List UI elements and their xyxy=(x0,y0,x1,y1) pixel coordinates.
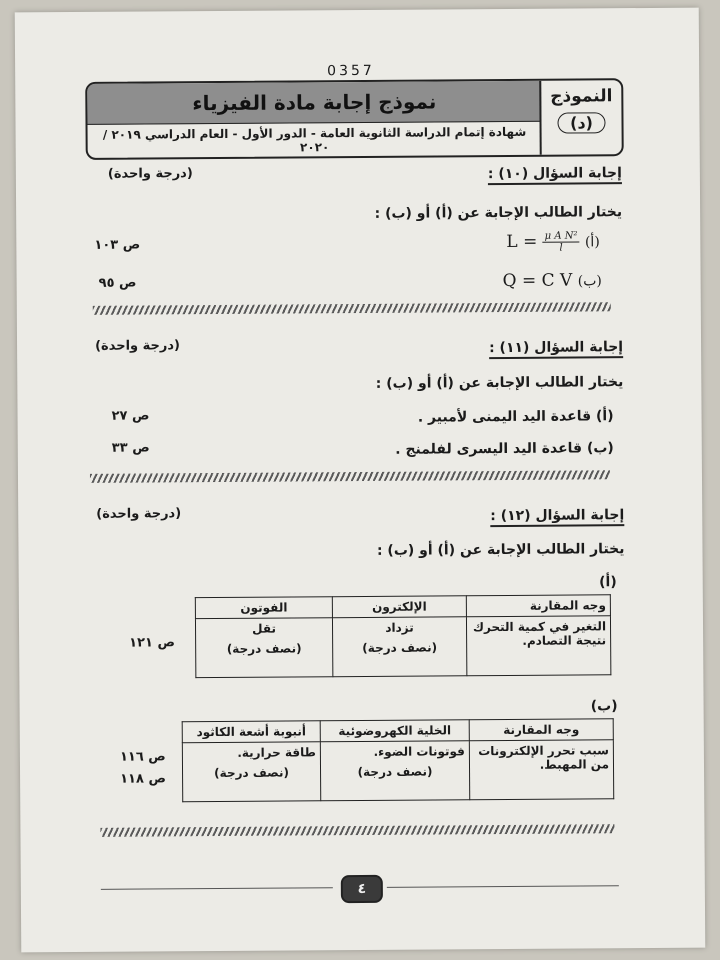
comparison-table-b xyxy=(182,718,615,802)
q11-title: إجابة السؤال (١١) : xyxy=(489,339,623,359)
exam-subtitle: شهادة إتمام الدراسة الثانوية العامة - الدور الأول - العام الدراسي ٢٠١٩ / ٢٠٢٠ xyxy=(102,124,527,155)
page-title: نموذج إجابة مادة الفيزياء xyxy=(87,81,541,125)
q11-answer-a: (أ) قاعدة اليد اليمنى لأمبير . xyxy=(417,408,614,426)
model-box xyxy=(539,80,622,155)
half-mark: (نصف درجة) xyxy=(226,641,302,656)
model-label: النموذج xyxy=(550,86,613,107)
q10-title: إجابة السؤال (١٠) : xyxy=(488,165,622,185)
document-code: 0357 xyxy=(327,62,375,80)
model-letter: (د) xyxy=(557,112,606,133)
q10-fraction-numerator: μ A N² xyxy=(543,230,580,242)
table-b-cell xyxy=(182,742,320,802)
half-mark: (نصف درجة) xyxy=(357,764,433,780)
answer-sheet-page xyxy=(15,8,706,953)
q11-grade: (درجة واحدة) xyxy=(95,338,181,354)
table-a-row-label: التغير في كمية التحرك نتيجة التصادم. xyxy=(466,616,610,676)
table-a-cell-value: تقل xyxy=(252,621,277,636)
q10-formula-b-text: Q = C V xyxy=(502,270,573,291)
q10-formula-a-lhs: L = xyxy=(506,231,538,252)
page-number: ٤ xyxy=(341,875,383,903)
table-b-cell-value: طاقة حرارية. xyxy=(237,745,316,760)
q11-ref-b: ص ٣٣ xyxy=(111,440,150,456)
q11-answer-b: (ب) قاعدة اليد اليسرى لفلمنج . xyxy=(395,440,614,458)
table-a-cell xyxy=(332,617,466,677)
q10-b-label: (ب) xyxy=(577,273,602,290)
q10-ref-a: ص ١٠٣ xyxy=(94,237,141,253)
table-a-header-2: الإلكترون xyxy=(332,596,466,618)
table-b-cell xyxy=(320,741,469,801)
table-b-header-1: وجه المقارنة xyxy=(469,719,613,741)
table-b-header-3: أنبوبة أشعة الكاثود xyxy=(182,721,320,743)
footer-rule-right xyxy=(387,885,619,888)
separator-2 xyxy=(90,470,610,483)
table-row xyxy=(195,616,610,678)
q12-grade: (درجة واحدة) xyxy=(96,506,182,522)
separator-3 xyxy=(100,824,614,837)
table-a-header-3: الفوتون xyxy=(195,597,332,619)
table-a-cell-value: تزداد xyxy=(385,620,414,635)
table-b-row-label: سبب تحرر الإلكترونات من المهبط. xyxy=(469,740,613,800)
q12-ref-b2: ص ١١٨ xyxy=(120,771,166,787)
q12-b-label: (ب) xyxy=(590,698,618,715)
table-b-header-2: الخلية الكهروضوئية xyxy=(320,720,469,742)
q10-ref-b: ص ٩٥ xyxy=(98,275,137,291)
q12-choice: يختار الطالب الإجابة عن (أ) أو (ب) : xyxy=(376,541,625,559)
q10-fraction-denominator: l xyxy=(559,242,563,254)
q10-formula-a xyxy=(506,230,600,254)
q10-formula-b xyxy=(503,270,602,291)
q11-ref-a: ص ٢٧ xyxy=(111,408,150,424)
table-row xyxy=(182,740,613,802)
q10-grade: (درجة واحدة) xyxy=(107,166,193,182)
q12-a-label: (أ) xyxy=(599,574,617,591)
table-row xyxy=(182,719,613,743)
footer-rule-left xyxy=(101,887,333,890)
half-mark: (نصف درجة) xyxy=(362,640,438,655)
half-mark: (نصف درجة) xyxy=(214,765,289,781)
q12-title: إجابة السؤال (١٢) : xyxy=(490,507,624,527)
q11-choice: يختار الطالب الإجابة عن (أ) أو (ب) : xyxy=(375,374,624,392)
separator-1 xyxy=(93,302,611,315)
table-a-cell xyxy=(195,618,332,678)
q10-choice: يختار الطالب الإجابة عن (أ) أو (ب) : xyxy=(374,204,623,222)
table-row xyxy=(195,595,610,619)
comparison-table-a xyxy=(195,594,612,678)
q10-fraction xyxy=(543,230,580,253)
table-a-header-1: وجه المقارنة xyxy=(466,595,610,617)
table-b-cell-value: فوتونات الضوء. xyxy=(373,744,465,759)
q12-ref-a: ص ١٢١ xyxy=(129,635,176,651)
header-box xyxy=(85,78,624,160)
q10-a-label: (أ) xyxy=(584,234,600,251)
q12-ref-b1: ص ١١٦ xyxy=(119,749,166,765)
